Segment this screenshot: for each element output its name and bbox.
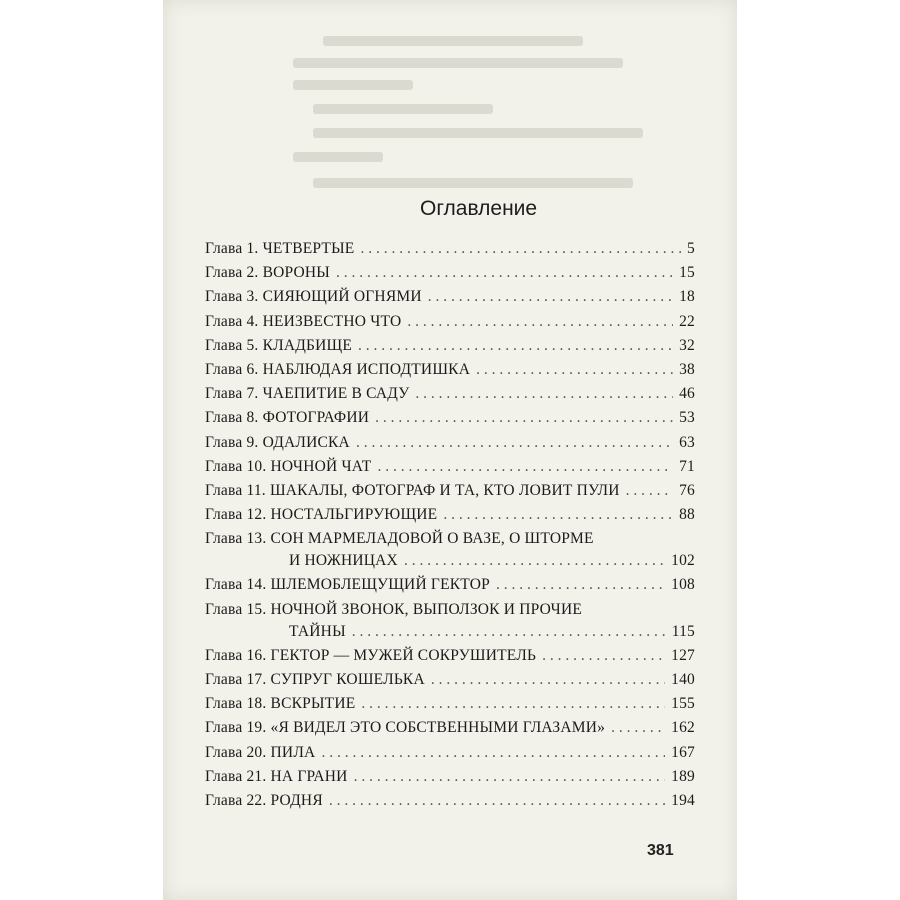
- toc-entry-label: И НОЖНИЦАХ: [289, 552, 398, 570]
- toc-entry: [205, 768, 695, 792]
- toc-entry: [205, 506, 695, 530]
- toc-entry-page: 15: [679, 264, 695, 282]
- toc-entry-page: 140: [671, 671, 695, 688]
- dot-leader: [443, 506, 673, 524]
- toc-entry-page: 167: [671, 743, 695, 761]
- toc-entry: [205, 409, 695, 433]
- toc-entry-line: [205, 601, 695, 623]
- toc-entry-label: Глава 10. НОЧНОЙ ЧАТ: [205, 457, 372, 475]
- toc-entry: [205, 458, 695, 482]
- toc-entry-label: Глава 7. ЧАЕПИТИЕ В САДУ: [205, 385, 410, 403]
- toc-title: Оглавление: [420, 197, 538, 220]
- toc-entry-label: Глава 20. ПИЛА: [205, 743, 316, 761]
- dot-leader: [329, 792, 665, 810]
- page-number: 381: [647, 842, 674, 859]
- toc-entry-label: Глава 1. ЧЕТВЕРТЫЕ: [205, 240, 355, 257]
- toc-entry-page: 194: [671, 791, 695, 809]
- toc-entry-label: Глава 21. НА ГРАНИ: [205, 767, 348, 785]
- toc-entry-label: Глава 12. НОСТАЛЬГИРУЮЩИЕ: [205, 506, 438, 524]
- toc-entry-page: 5: [687, 240, 695, 257]
- dot-leader: [377, 458, 673, 476]
- dot-leader: [360, 240, 681, 258]
- toc-entry-label: Глава 2. ВОРОНЫ: [205, 264, 331, 282]
- toc-entry-page: 22: [679, 312, 695, 330]
- toc-entry: [205, 647, 695, 671]
- toc-entry: [205, 576, 695, 600]
- toc-entry: [205, 434, 695, 458]
- toc-entry-label: Глава 22. РОДНЯ: [205, 791, 323, 809]
- dot-leader: [626, 482, 673, 500]
- toc-entry-page: 115: [671, 622, 695, 640]
- toc-entry: [205, 264, 695, 288]
- dot-leader: [321, 744, 665, 762]
- dot-leader: [415, 385, 673, 403]
- show-through-text: [203, 28, 697, 208]
- toc-entry-line: [205, 530, 695, 552]
- toc-entry-label: Глава 5. КЛАДБИЩЕ: [205, 336, 352, 354]
- toc-entry: [205, 482, 695, 506]
- toc-entry: [205, 792, 695, 816]
- toc-entry-page: 71: [679, 457, 695, 475]
- dot-leader: [336, 264, 673, 282]
- toc-entry-label: Глава 8. ФОТОГРАФИИ: [205, 409, 370, 427]
- toc-entry-label: Глава 17. СУПРУГ КОШЕЛЬКА: [205, 671, 425, 688]
- toc-entry-page: 189: [671, 767, 695, 785]
- toc-entry-label: Глава 11. ШАКАЛЫ, ФОТОГРАФ И ТА, КТО ЛОВИТ ПУЛИ: [205, 481, 620, 499]
- toc-entry: [205, 337, 695, 361]
- toc-entry-label: ТАЙНЫ: [289, 622, 346, 640]
- dot-leader: [404, 552, 665, 570]
- toc-entry: [205, 695, 695, 719]
- toc-entry-label: Глава 6. НАБЛЮДАЯ ИСПОДТИШКА: [205, 360, 471, 378]
- toc-entry-label: Глава 15. НОЧНОЙ ЗВОНОК, ВЫПОЛЗОК И ПРОЧИЕ: [205, 600, 583, 618]
- toc-entry-page: 18: [679, 288, 695, 306]
- dot-leader: [428, 288, 673, 306]
- dot-leader: [431, 671, 665, 689]
- toc-entry-page: 38: [679, 360, 695, 378]
- dot-leader: [352, 623, 666, 641]
- toc-entry-page: 88: [679, 506, 695, 524]
- dot-leader: [375, 409, 673, 427]
- toc-entry-label: Глава 18. ВСКРЫТИЕ: [205, 695, 356, 713]
- dot-leader: [358, 337, 673, 355]
- dot-leader: [356, 434, 673, 452]
- dot-leader: [496, 576, 665, 594]
- toc-entry: [205, 313, 695, 337]
- toc-list: [205, 240, 695, 816]
- toc-entry-label: Глава 16. ГЕКТОР — МУЖЕЙ СОКРУШИТЕЛЬ: [205, 646, 537, 664]
- toc-entry: [205, 288, 695, 312]
- toc-entry: [205, 361, 695, 385]
- toc-entry-page: 102: [671, 552, 695, 570]
- toc-entry-page: 162: [671, 719, 695, 737]
- dot-leader: [361, 695, 665, 713]
- toc-entry-page: 46: [679, 385, 695, 403]
- toc-entry-page: 32: [679, 336, 695, 354]
- toc-entry-label: Глава 19. «Я ВИДЕЛ ЭТО СОБСТВЕННЫМИ ГЛАЗАМИ»: [205, 719, 606, 737]
- toc-entry-label: Глава 13. СОН МАРМЕЛАДОВОЙ О ВАЗЕ, О ШТОРМЕ: [205, 530, 594, 548]
- toc-entry-label: Глава 3. СИЯЮЩИЙ ОГНЯМИ: [205, 288, 422, 306]
- toc-entry-page: 63: [679, 433, 695, 451]
- toc-entry-label: Глава 14. ШЛЕМОБЛЕЩУЩИЙ ГЕКТОР: [205, 576, 490, 594]
- toc-entry: [205, 240, 695, 264]
- dot-leader: [476, 361, 673, 379]
- dot-leader: [407, 313, 673, 331]
- toc-entry: [205, 385, 695, 409]
- toc-entry-page: 155: [671, 695, 695, 713]
- toc-entry-page: 53: [679, 409, 695, 427]
- toc-entry: [205, 552, 695, 576]
- toc-entry-page: 127: [671, 646, 695, 664]
- dot-leader: [542, 647, 665, 665]
- toc-entry-label: Глава 9. ОДАЛИСКА: [205, 433, 350, 451]
- toc-entry-page: 76: [679, 481, 695, 499]
- toc-entry: [205, 671, 695, 695]
- toc-entry-label: Глава 4. НЕИЗВЕСТНО ЧТО: [205, 312, 402, 330]
- toc-entry: [205, 719, 695, 743]
- toc-entry: [205, 744, 695, 768]
- dot-leader: [611, 719, 665, 737]
- toc-entry: [205, 623, 695, 647]
- dot-leader: [354, 768, 666, 786]
- toc-entry-page: 108: [671, 576, 695, 594]
